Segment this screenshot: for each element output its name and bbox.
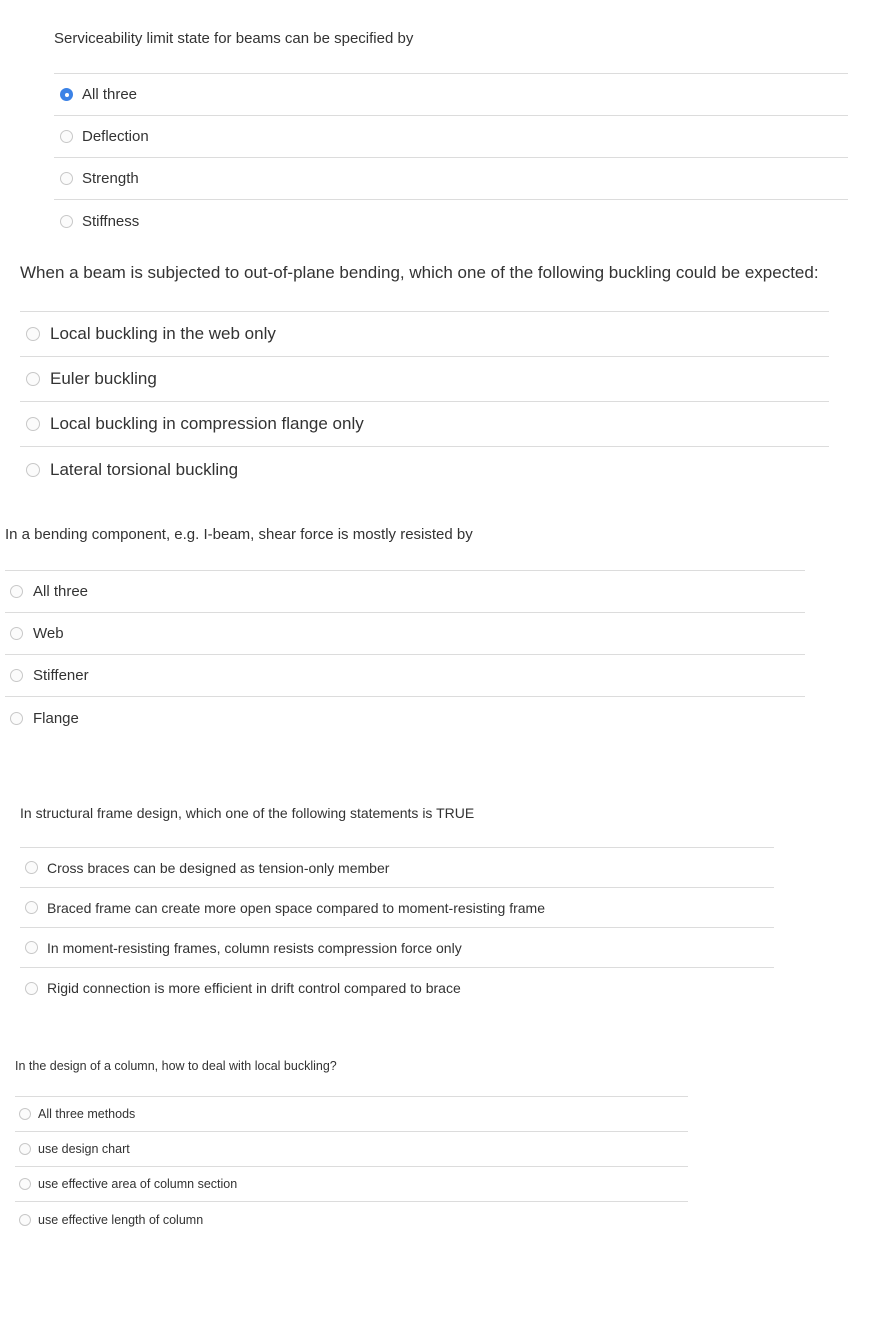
option-label: Local buckling in the web only — [50, 324, 276, 343]
question-title: Serviceability limit state for beams can be specified by — [54, 30, 414, 47]
radio-icon[interactable] — [25, 901, 38, 914]
radio-icon[interactable] — [10, 585, 23, 598]
radio-icon[interactable] — [19, 1143, 31, 1155]
radio-icon[interactable] — [26, 372, 40, 386]
option-effective-area[interactable] — [15, 1167, 688, 1202]
radio-icon[interactable] — [10, 669, 23, 682]
option-label: Stiffener — [33, 667, 89, 684]
option-label: Braced frame can create more open space compared to moment-resisting frame — [47, 899, 546, 916]
radio-icon[interactable] — [19, 1214, 31, 1226]
option-flange[interactable] — [5, 697, 805, 739]
option-label: Euler buckling — [50, 369, 157, 388]
option-all-three[interactable] — [5, 571, 805, 613]
option-euler-buckling[interactable] — [20, 357, 829, 402]
question-4 — [20, 803, 774, 1008]
option-label: Stiffness — [82, 212, 140, 230]
radio-icon[interactable] — [25, 982, 38, 995]
option-label: Local buckling in compression flange only — [50, 414, 364, 433]
option-label: use effective length of column — [38, 1212, 204, 1227]
option-web[interactable] — [5, 613, 805, 655]
option-label: Strength — [82, 170, 139, 187]
option-label: Web — [33, 625, 64, 642]
question-title: When a beam is subjected to out-of-plane bending, which one of the following buckling could be expected: — [20, 263, 819, 282]
option-label: Lateral torsional buckling — [50, 459, 239, 479]
option-design-chart[interactable] — [15, 1132, 688, 1167]
option-label: Deflection — [82, 128, 149, 145]
radio-icon[interactable] — [25, 941, 38, 954]
option-braced-frame[interactable] — [20, 888, 774, 928]
radio-icon[interactable] — [60, 130, 73, 143]
radio-selected-icon[interactable] — [60, 88, 73, 101]
option-label: Rigid connection is more efficient in drift control compared to brace — [47, 980, 461, 996]
option-label: use effective area of column section — [38, 1177, 238, 1191]
radio-icon[interactable] — [26, 463, 40, 477]
question-title: In a bending component, e.g. I-beam, shear force is mostly resisted by — [5, 526, 473, 543]
options-list — [54, 73, 848, 242]
radio-icon[interactable] — [19, 1178, 31, 1190]
radio-icon[interactable] — [10, 712, 23, 725]
question-2 — [20, 261, 829, 492]
radio-icon[interactable] — [26, 327, 40, 341]
question-title: In structural frame design, which one of the following statements is TRUE — [20, 805, 475, 821]
option-rigid-connection[interactable] — [20, 968, 774, 1008]
option-all-three[interactable] — [54, 74, 848, 116]
option-label: All three — [82, 86, 138, 103]
option-stiffener[interactable] — [5, 655, 805, 697]
option-cross-braces[interactable] — [20, 848, 774, 888]
option-label: Cross braces can be designed as tension-only member — [47, 859, 390, 876]
options-list — [20, 847, 774, 1008]
option-effective-length[interactable] — [15, 1202, 688, 1237]
option-label: All three methods — [38, 1107, 136, 1121]
option-label: In moment-resisting frames, column resists compression force only — [47, 939, 462, 956]
radio-icon[interactable] — [26, 417, 40, 431]
question-1 — [54, 28, 848, 242]
option-label: Flange — [33, 709, 79, 727]
options-list — [5, 570, 805, 739]
option-local-buckling-web[interactable] — [20, 312, 829, 357]
option-label: All three — [33, 583, 89, 600]
option-deflection[interactable] — [54, 116, 848, 158]
option-local-buckling-flange[interactable] — [20, 402, 829, 447]
radio-icon[interactable] — [19, 1108, 31, 1120]
radio-icon[interactable] — [60, 172, 73, 185]
radio-icon[interactable] — [10, 627, 23, 640]
question-5 — [15, 1057, 688, 1237]
option-strength[interactable] — [54, 158, 848, 200]
option-label: use design chart — [38, 1142, 130, 1156]
option-all-three-methods[interactable] — [15, 1097, 688, 1132]
options-list — [15, 1096, 688, 1237]
question-3 — [5, 524, 805, 739]
options-list — [20, 311, 829, 492]
radio-icon[interactable] — [60, 215, 73, 228]
option-lateral-torsional[interactable] — [20, 447, 829, 492]
question-title: In the design of a column, how to deal with local buckling? — [15, 1059, 337, 1073]
radio-icon[interactable] — [25, 861, 38, 874]
option-moment-resisting[interactable] — [20, 928, 774, 968]
option-stiffness[interactable] — [54, 200, 848, 242]
